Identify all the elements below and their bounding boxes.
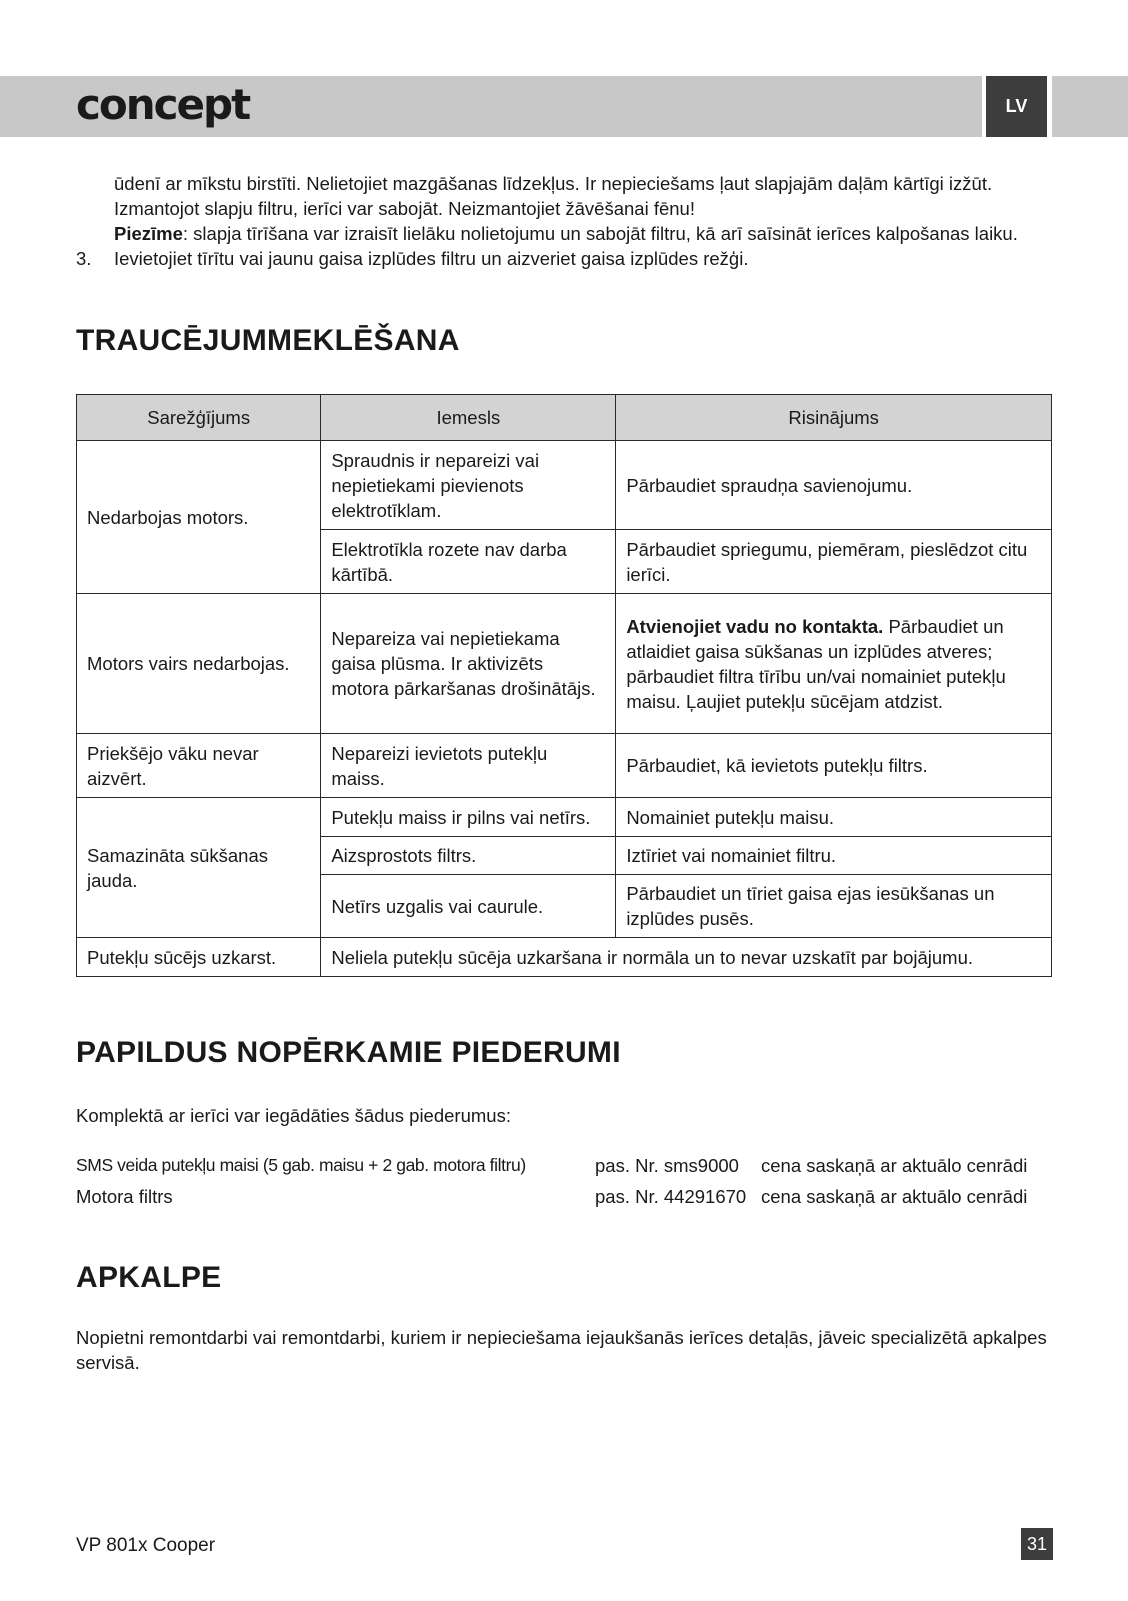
cause-cell: Putekļu maiss ir pilns vai netīrs. <box>321 798 616 837</box>
solution-cell: Nomainiet putekļu maisu. <box>616 798 1052 837</box>
footer-model: VP 801x Cooper <box>76 1535 216 1556</box>
accessory-name: Motora filtrs <box>76 1186 173 1207</box>
solution-cell: Pārbaudiet spraudņa savienojumu. <box>616 441 1052 530</box>
cause-cell: Spraudnis ir nepareizi vai nepietiekami pievienots elektrotīklam. <box>321 441 616 530</box>
accessory-code: pas. Nr. sms9000 <box>595 1155 739 1176</box>
page-number: 31 <box>1021 1528 1053 1560</box>
troubleshooting-table <box>76 394 1052 977</box>
solution-cell: Iztīriet vai nomainiet filtru. <box>616 837 1052 875</box>
header-solution: Risinājums <box>616 395 1052 441</box>
intro-paragraph: ūdenī ar mīkstu birstīti. Nelietojiet mazgāšanas līdzekļus. Ir nepieciešams ļaut slapjajām daļām kārtīgi izžūt. Izmantojot slapju filtru, ierīci var sabojāt. Neizmantojiet žāvēšanai fēnu! <box>114 173 993 219</box>
solution-bold: Atvienojiet vadu no kontakta. <box>626 615 884 637</box>
header-bar-right <box>1052 76 1128 137</box>
step-3 <box>76 246 1052 271</box>
solution-cell <box>616 594 1052 734</box>
cause-solution-cell: Neliela putekļu sūcēja uzkaršana ir normāla un to nevar uzskatīt par bojājumu. <box>321 938 1052 977</box>
problem-cell: Nedarbojas motors. <box>77 441 321 594</box>
table-row <box>77 594 1052 734</box>
service-text: Nopietni remontdarbi vai remontdarbi, kuriem ir nepieciešama iejaukšanās ierīces detaļās, jāveic specializētā apkalpes servisā. <box>76 1327 1047 1373</box>
table-row <box>77 734 1052 798</box>
cause-cell: Netīrs uzgalis vai caurule. <box>321 875 616 938</box>
step-number: 3. <box>76 248 92 269</box>
solution-cell: Pārbaudiet spriegumu, piemēram, pieslēdzot citu ierīci. <box>616 530 1052 594</box>
header-problem: Sarežģījums <box>77 395 321 441</box>
accessory-code: pas. Nr. 44291670 <box>595 1186 747 1207</box>
language-badge: LV <box>986 76 1047 137</box>
troubleshooting-title: TRAUCĒJUMMEKLĒŠANA <box>76 324 460 357</box>
note-text: : slapja tīrīšana var izraisīt lielāku nolietojumu un sabojāt filtru, kā arī saīsināt ierīces kalpošanas laiku. <box>182 223 1018 244</box>
cause-cell: Nepareizi ievietots putekļu maiss. <box>321 734 616 798</box>
solution-cell: Pārbaudiet un tīriet gaisa ejas iesūkšanas un izplūdes pusēs. <box>616 875 1052 938</box>
note-paragraph <box>76 221 1052 246</box>
problem-cell: Samazināta sūkšanas jauda. <box>77 798 321 938</box>
accessory-item <box>76 1186 1052 1216</box>
service-title: APKALPE <box>76 1261 222 1294</box>
accessory-name: SMS veida putekļu maisi (5 gab. maisu + 2 gab. motora filtru) <box>76 1155 526 1175</box>
accessory-item <box>76 1155 1052 1185</box>
problem-cell: Putekļu sūcējs uzkarst. <box>77 938 321 977</box>
problem-cell: Priekšējo vāku nevar aizvērt. <box>77 734 321 798</box>
table-row <box>77 798 1052 837</box>
table-row <box>77 938 1052 977</box>
accessories-title: PAPILDUS NOPĒRKAMIE PIEDERUMI <box>76 1036 621 1069</box>
table-row <box>77 441 1052 530</box>
cause-cell: Elektrotīkla rozete nav darba kārtībā. <box>321 530 616 594</box>
step-text: Ievietojiet tīrītu vai jaunu gaisa izplūdes filtru un aizveriet gaisa izplūdes režģi. <box>114 248 749 269</box>
header-cause: Iemesls <box>321 395 616 441</box>
table-header-row <box>77 395 1052 441</box>
problem-cell: Motors vairs nedarbojas. <box>77 594 321 734</box>
cause-cell: Aizsprostots filtrs. <box>321 837 616 875</box>
solution-text: Pārbaudiet un atlaidiet gaisa sūkšanas un izplūdes atveres; pārbaudiet filtra tīrību un/vai nomainiet putekļu maisu. Ļaujiet putekļu sūcējam atdzist. <box>626 615 1006 712</box>
accessory-price: cena saskaņā ar aktuālo cenrādi <box>761 1186 1028 1207</box>
accessories-intro: Komplektā ar ierīci var iegādāties šādus piederumus: <box>76 1105 511 1126</box>
accessory-price: cena saskaņā ar aktuālo cenrādi <box>761 1155 1028 1176</box>
brand-logo: concept <box>76 80 250 129</box>
solution-cell: Pārbaudiet, kā ievietots putekļu filtrs. <box>616 734 1052 798</box>
note-label: Piezīme <box>114 223 183 244</box>
intro-text <box>76 171 1052 271</box>
cause-cell: Nepareiza vai nepietiekama gaisa plūsma. Ir aktivizēts motora pārkaršanas drošinātājs. <box>321 594 616 734</box>
